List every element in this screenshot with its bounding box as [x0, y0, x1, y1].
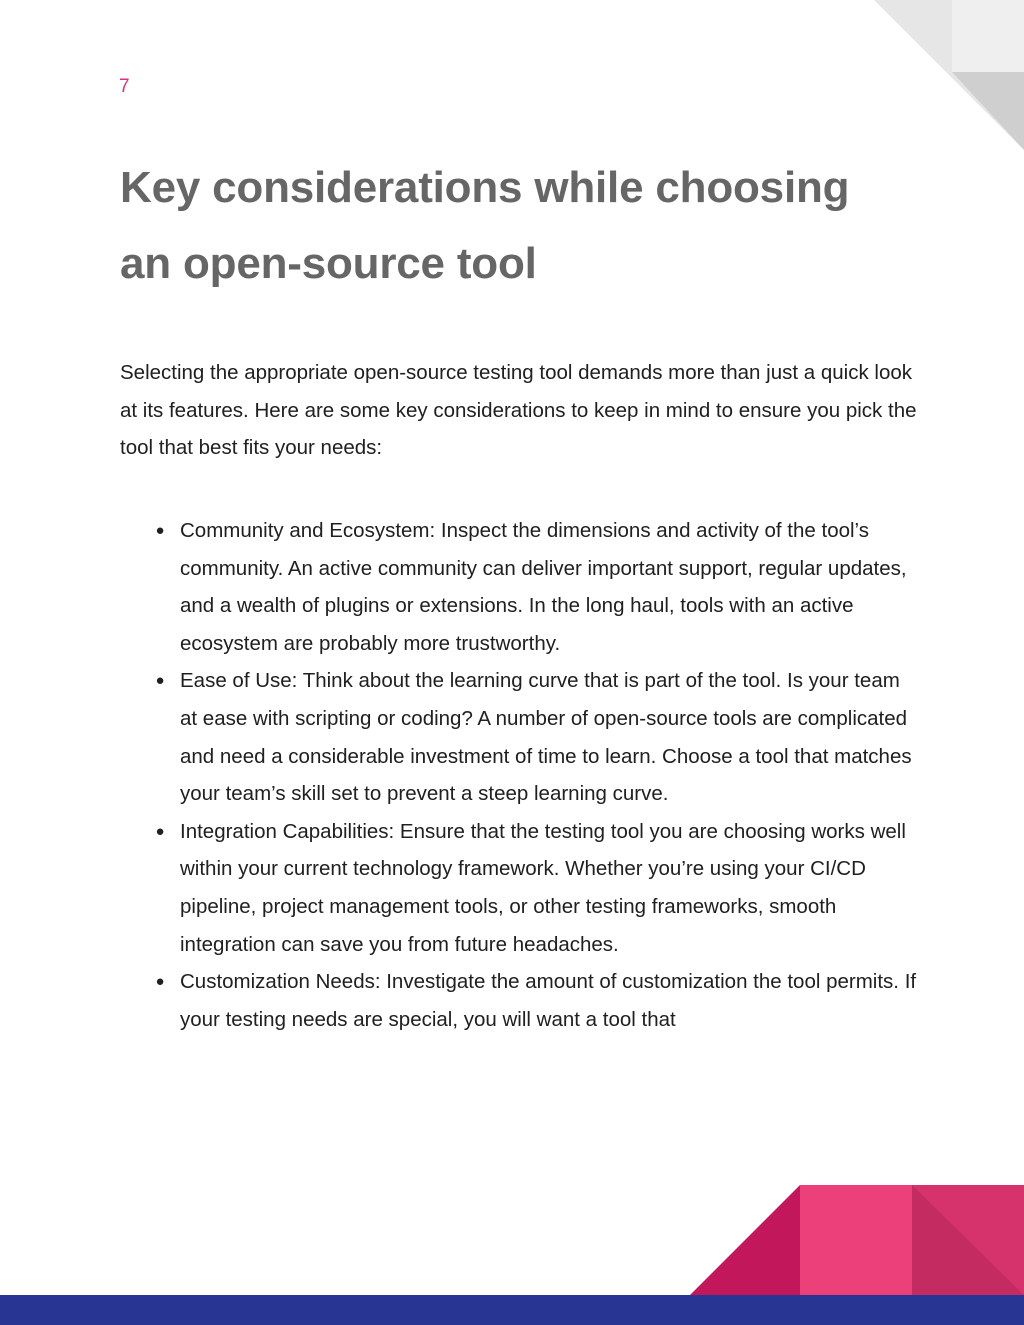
bottom-shape-pink-block: [800, 1185, 912, 1295]
page-title-line-1: Key considerations while choosing: [120, 163, 850, 212]
list-item-community: [120, 512, 920, 662]
list-item-text: Customization Needs: Investigate the amount of customization the tool permits. If your testing needs are special, you will want a tool that: [180, 970, 917, 1031]
corner-decoration-top: [874, 0, 1024, 150]
bullet-icon: ●: [155, 973, 165, 991]
bottom-shape-crimson-triangle: [690, 1185, 800, 1295]
list-item-customization: [120, 963, 920, 1038]
list-item-text: Ease of Use: Think about the learning curve that is part of the tool. Is your team at ease with scripting or coding? A number of open-source tools are complicated and need a considerable investment of time to learn. Choose a tool that matches your team’s skill set to prevent a steep learning curve.: [180, 669, 912, 806]
list-item-ease-of-use: [120, 662, 920, 812]
list-item-text: Community and Ecosystem: Inspect the dimensions and activity of the tool’s community. An active community can deliver important support, regular updates, and a wealth of plugins or extensions. In the long haul, tools with an active ecosystem are probably more trustworthy.: [180, 519, 907, 655]
bullet-icon: ●: [155, 672, 165, 690]
page-title-line-2: an open-source tool: [120, 239, 537, 288]
corner-square: [952, 0, 1024, 72]
page-number: 7: [119, 76, 130, 97]
corner-decoration-bottom: [690, 1185, 1024, 1295]
bullet-icon: ●: [155, 522, 165, 539]
bullet-icon: ●: [155, 822, 165, 840]
footer-band: [0, 1295, 1024, 1325]
page-title: [120, 150, 920, 302]
considerations-list: [120, 512, 920, 1038]
list-item-text: Integration Capabilities: Ensure that the testing tool you are choosing works well within your current technology framework. Whether you’re using your CI/CD pipeline, project management tools, or other testing frameworks, smooth integration can save you from future headaches.: [180, 819, 906, 956]
intro-paragraph: Selecting the appropriate open-source testing tool demands more than just a quick look at its features. Here are some key considerations to keep in mind to ensure you pick the tool that best fits your needs:: [120, 361, 917, 459]
list-item-integration: [120, 813, 920, 963]
